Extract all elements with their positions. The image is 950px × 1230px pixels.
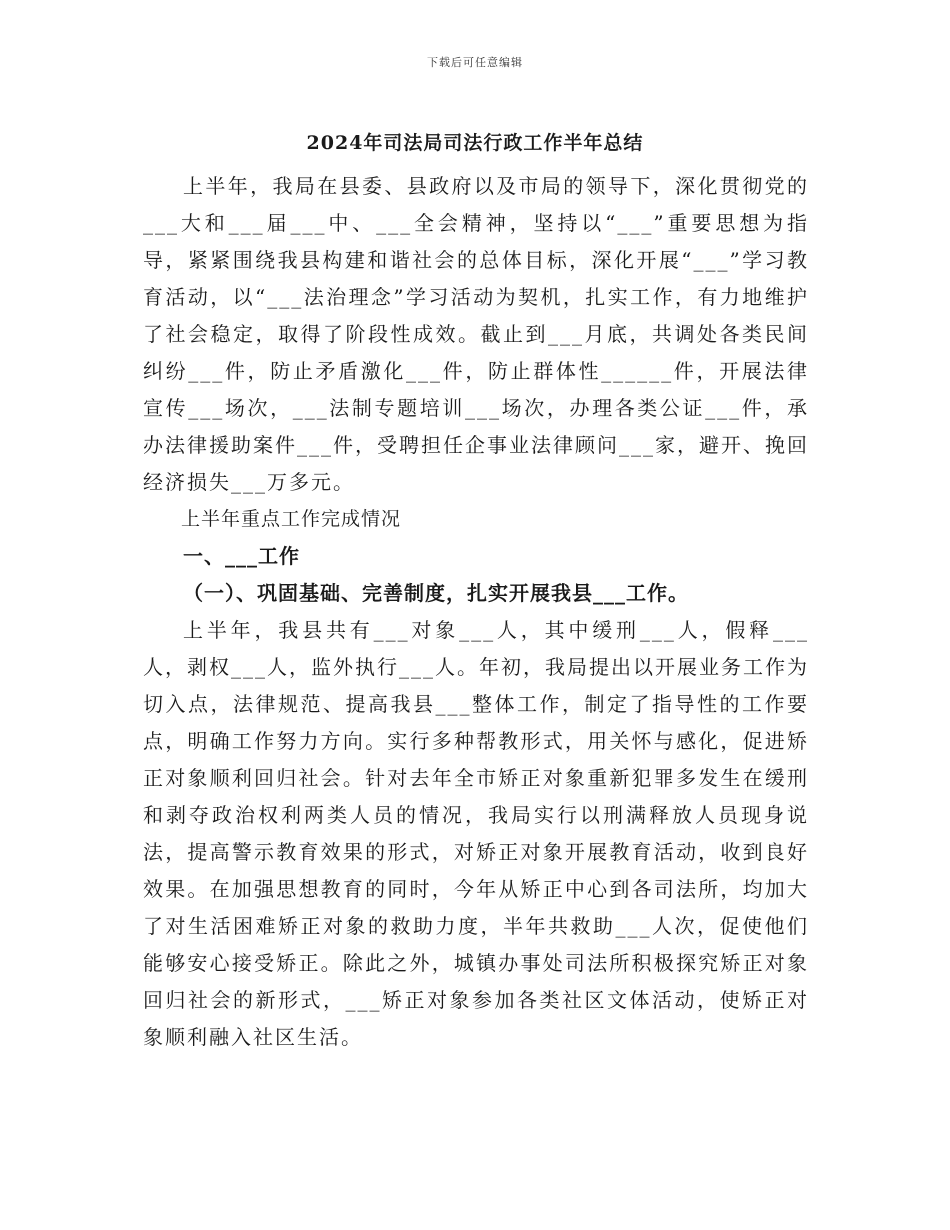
section-heading: 一、___工作 (183, 544, 300, 568)
intro-paragraph: 上半年，我局在县委、县政府以及市局的领导下，深化贯彻党的___大和___届___中、___全会精神，坚持以“___”重要思想为指导，紧紧围绕我县构建和谐社会的总体目标，深化开展“___”学习教育活动，以“___法治理念”学习活动为契机，扎实工作，有力地维护了社会稳定，取得了阶段性成效。截止到___月底，共调处各类民间纠纷___件，防止矛盾激化___件，防止群体性______件，开展法律宣传___场次，___法制专题培训___场次，办理各类公证___件，承办法律援助案件___件，受聘担任企事业法律顾问___家，避开、挽回经济损失___万多元。 (143, 174, 809, 494)
summary-subheading: 上半年重点工作完成情况 (181, 508, 402, 530)
subsection-paragraph: 上半年，我县共有___对象___人，其中缓刑___人，假释___人，剥权___人，监外执行___人。年初，我局提出以开展业务工作为切入点，法律规范、提高我县___整体工作，制定了指导性的工作要点，明确工作努力方向。实行多种帮教形式，用关怀与感化，促进矫正对象顺利回归社会。针对去年全市矫正对象重新犯罪多发生在缓刑和剥夺政治权利两类人员的情况，我局实行以刑满释放人员现身说法，提高警示教育效果的形式，对矫正对象开展教育活动，收到良好效果。在加强思想教育的同时，今年从矫正中心到各司法所，均加大了对生活困难矫正对象的救助力度，半年共救助___人次，促使他们能够安心接受矫正。除此之外，城镇办事处司法所积极探究矫正对象回归社会的新形式，___矫正对象参加各类社区文体活动，使矫正对象顺利融入社区生活。 (143, 618, 809, 1049)
page-header-note: 下载后可任意编辑 (427, 56, 523, 69)
subsection-heading: （一）、巩固基础、完善制度，扎实开展我县___工作。 (183, 581, 689, 605)
document-body (143, 168, 809, 1056)
document-title: 2024年司法局司法行政工作半年总结 (306, 132, 644, 154)
